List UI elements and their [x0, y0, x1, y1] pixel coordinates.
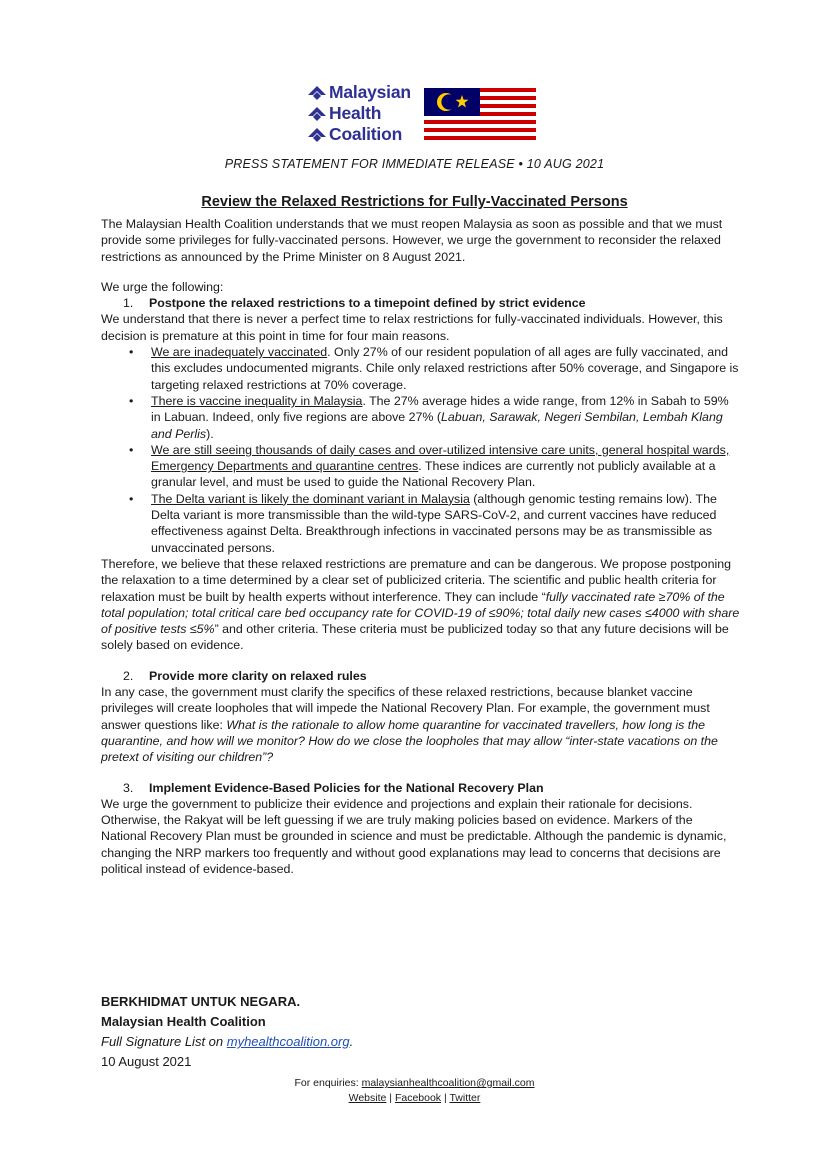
- section-2-text: In any case, the government must clarify the specifics of these relaxed restrictions, because blanket vaccine privileges will create loopholes that will impede the National Recovery Plan. For example, the government must answer questions like: What is the rationale to allow home quarantine for vaccinated travellers, how long is the quarantine, and how will we monitor? How do we close the loopholes that may allow “inter-state vacations on the pretext of visiting our children”?: [101, 685, 718, 765]
- statement-body: [101, 216, 741, 877]
- footer: [0, 1076, 829, 1106]
- section-2-heading: 2. Provide more clarity on relaxed rules: [123, 668, 367, 683]
- list-item: • We are still seeing thousands of daily cases and over-utilized intensive care units, general hospital wards, Emergency Departments and quarantine centres. These indices are currently not publicly available at a granular level, and must be used to guide the National Recovery Plan.: [151, 442, 741, 491]
- separator: |: [443, 1092, 447, 1104]
- signature-list-link[interactable]: myhealthcoalition.org: [226, 1034, 350, 1049]
- chevron-logo-icon: [308, 128, 326, 142]
- motto: BERKHIDMAT UNTUK NEGARA.: [101, 994, 301, 1009]
- enquiries-line: For enquiries: malaysianhealthcoalition@gmail.com: [294, 1077, 535, 1089]
- coalition-logo: [308, 80, 540, 148]
- email-link[interactable]: malaysianhealthcoalition@gmail.com: [361, 1077, 535, 1089]
- statement-title: Review the Relaxed Restrictions for Fully-Vaccinated Persons: [201, 194, 628, 210]
- twitter-link[interactable]: Twitter: [449, 1092, 481, 1104]
- section-3-text: We urge the government to publicize their evidence and projections and explain their rationale for decisions. Otherwise, the Rakyat will be left guessing if we are truly making policies based on evidence. Markers of the National Recovery Plan must be grounded in science and must be predictable. Although the pandemic is dynamic, changing the NRP markers too frequently and without good explanations may lead to concerns that decisions are political instead of evidence-based.: [101, 796, 727, 876]
- logo-line-2: Health: [329, 103, 382, 123]
- signoff-block: [101, 992, 353, 1072]
- section-1-number: 1.: [123, 296, 134, 311]
- malaysia-flag-icon: [424, 88, 536, 144]
- reasons-list: [101, 344, 741, 556]
- release-line: PRESS STATEMENT FOR IMMEDIATE RELEASE • 10 AUG 2021: [224, 157, 605, 171]
- logo-line-3: Coalition: [329, 124, 403, 144]
- section-1-lead: We understand that there is never a perfect time to relax restrictions for fully-vaccinated individuals. However, this decision is premature at this point in time for four main reasons.: [101, 312, 723, 343]
- website-link[interactable]: Website: [348, 1092, 387, 1104]
- section-3-heading: 3. Implement Evidence-Based Policies for the National Recovery Plan: [123, 780, 544, 795]
- section-1-heading: 1. Postpone the relaxed restrictions to a timepoint defined by strict evidence: [123, 296, 586, 311]
- section-3-number: 3.: [123, 780, 134, 795]
- facebook-link[interactable]: Facebook: [394, 1092, 442, 1104]
- signature-list-line: Full Signature List on myhealthcoalition.org.: [101, 1034, 354, 1049]
- separator: |: [389, 1092, 393, 1104]
- list-item: • There is vaccine inequality in Malaysia. The 27% average hides a wide range, from 12% in Sabah to 59% in Labuan. Indeed, only five regions are above 27% (Labuan, Sarawak, Negeri Sembilan, Lembah Klang and Perlis).: [151, 393, 741, 442]
- urge-line: We urge the following:: [101, 279, 224, 294]
- section-2-number: 2.: [123, 668, 134, 683]
- list-item: • The Delta variant is likely the dominant variant in Malaysia (although genomic testing remains low). The Delta variant is more transmissible than the wild-type SARS-CoV-2, and current vaccines have reduced effectiveness against Delta. Breakthrough infections in vaccinated persons may be as transmissible as unvaccinated persons.: [151, 491, 741, 556]
- chevron-logo-icon: [308, 86, 326, 100]
- signoff-date: 10 August 2021: [101, 1054, 192, 1069]
- org-name: Malaysian Health Coalition: [101, 1014, 266, 1029]
- logo-wordmark: [308, 82, 411, 145]
- chevron-logo-icon: [308, 107, 326, 121]
- list-item: • We are inadequately vaccinated. Only 27% of our resident population of all ages are fully vaccinated, and this excludes undocumented migrants. Chile only relaxed restrictions after 50% coverage, and Singapore is targeting relaxed restrictions at 70% coverage.: [151, 344, 741, 393]
- social-links: [0, 1091, 829, 1106]
- intro-paragraph: The Malaysian Health Coalition understands that we must reopen Malaysia as soon as possible and that we must provide some privileges for fully-vaccinated persons. However, we urge the government to reconsider the relaxed restrictions as announced by the Prime Minister on 8 August 2021.: [101, 217, 723, 264]
- section-1-conclusion: Therefore, we believe that these relaxed restrictions are premature and can be dangerous. We propose postponing the relaxation to a time determined by a clear set of publicized criteria. The scientific and public health criteria for relaxation must be built by health experts without interference. They can include “fully vaccinated rate ≥70% of the total population; total critical care bed occupancy rate for COVID-19 of ≤90%; total daily new cases ≤4000 with share of positive tests ≤5%” and other criteria. These criteria must be publicized today so that any future decisions will be solely based on evidence.: [101, 556, 740, 653]
- logo-line-1: Malaysian: [329, 82, 411, 102]
